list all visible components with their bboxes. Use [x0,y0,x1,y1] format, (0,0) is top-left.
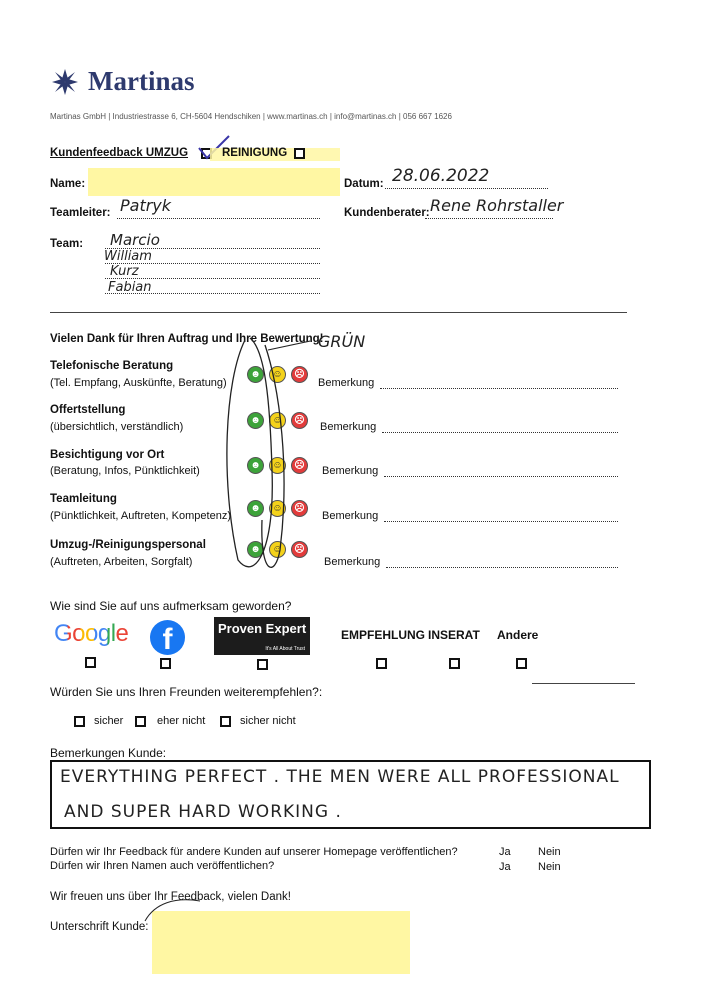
thanks-text: Wir freuen uns über Ihr Feedback, vielen Dank! [50,891,291,903]
recommend-sicher-label: sicher [94,715,124,727]
datum-label: Datum: [344,178,384,190]
publish-nein-2[interactable]: Nein [538,861,561,873]
rating-title: Telefonische Beratung [50,360,174,372]
name-label: Name: [50,178,86,190]
rating-title: Besichtigung vor Ort [50,449,165,461]
snowflake-logo-icon [50,67,80,97]
teamleiter-value: Patryk [120,196,172,215]
comment-line[interactable] [384,521,618,522]
comments-label: Bemerkungen Kunde: [50,746,167,760]
empfehlung-label: EMPFEHLUNG [341,628,425,642]
datum-value: 28.06.2022 [392,166,490,186]
rating-row-1 [50,360,650,396]
rating-row-2 [50,404,650,440]
empfehlung-checkbox[interactable] [376,658,387,669]
rating-sub: (Pünktlichkeit, Auftreten, Kompetenz) [50,510,231,522]
comment-line[interactable] [380,388,618,389]
rating-sub: (Tel. Empfang, Auskünfte, Beratung) [50,377,227,389]
rating-sub: (Auftreten, Arbeiten, Sorgfalt) [50,556,193,568]
proven-expert-text: Proven Expert [218,621,307,636]
teamleiter-label: Teamleiter: [50,207,111,219]
smiley-red-icon[interactable]: ☹ [291,500,308,517]
rating-sub: (übersichtlich, verständlich) [50,421,184,433]
smiley-green-icon[interactable]: ☻ [247,366,264,383]
proven-expert-logo [214,617,310,655]
comment-line[interactable] [386,567,618,568]
publish-ja-1[interactable]: Ja [499,846,511,858]
smiley-yellow-icon[interactable]: ☺ [269,412,286,429]
comment-label: Bemerkung [322,510,379,522]
recommend-eher-nicht-label: eher nicht [157,715,206,727]
teamleiter-field-line [117,218,320,219]
kundenberater-label: Kundenberater: [344,207,430,219]
logo-text: Martinas [88,66,195,96]
rating-handnote: GRÜN [318,332,366,351]
section-divider [50,312,627,313]
facebook-icon: f [162,623,173,655]
smiley-red-icon[interactable]: ☹ [291,541,308,558]
andere-text-line[interactable] [532,683,635,684]
publish-question-2: Dürfen wir Ihren Namen auch veröffentlichen? [50,860,275,872]
smiley-green-icon[interactable]: ☻ [247,412,264,429]
reinigung-label: REINIGUNG [222,147,288,159]
team-member-1: Marcio [110,231,160,249]
comments-box[interactable] [50,760,651,829]
comments-line-1: EVERYTHING PERFECT . THE MEN WERE ALL PROFESSIONAL [60,767,620,787]
publish-nein-1[interactable]: Nein [538,846,561,858]
team-member-4: Fabian [108,280,152,295]
andere-label: Andere [497,628,539,642]
name-redacted-field[interactable] [88,168,340,196]
comment-label: Bemerkung [318,377,375,389]
google-text: Google [54,620,129,647]
inserat-checkbox[interactable] [449,658,460,669]
smiley-green-icon[interactable]: ☻ [247,500,264,517]
rating-title: Teamleitung [50,493,117,505]
andere-checkbox[interactable] [516,658,527,669]
google-logo [54,620,128,648]
rating-intro: Vielen Dank für Ihren Auftrag und Ihre Bewertung! [50,333,324,345]
smiley-yellow-icon[interactable]: ☺ [269,541,286,558]
rating-row-5 [50,539,650,575]
rating-title: Offertstellung [50,404,126,416]
recommend-sicher-nicht-checkbox[interactable] [220,716,231,727]
logo [50,66,194,97]
kundenberater-field-line [425,218,553,219]
signature-stroke [140,893,210,923]
comments-line-2: AND SUPER HARD WORKING . [64,802,342,822]
smiley-yellow-icon[interactable]: ☺ [269,500,286,517]
team-member-3: Kurz [110,264,139,279]
comment-label: Bemerkung [322,465,379,477]
rating-sub: (Beratung, Infos, Pünktlichkeit) [50,465,200,477]
comment-line[interactable] [384,476,618,477]
smiley-red-icon[interactable]: ☹ [291,412,308,429]
datum-field-line [385,188,548,189]
rating-row-4 [50,493,650,529]
reinigung-checkbox[interactable] [294,148,305,159]
comment-line[interactable] [382,432,618,433]
smiley-red-icon[interactable]: ☹ [291,366,308,383]
google-checkbox[interactable] [85,657,96,668]
proven-expert-sub: It's All About Trust [265,646,305,652]
hand-drawn-circle-mark [220,320,310,580]
recommend-sicher-checkbox[interactable] [74,716,85,727]
smiley-red-icon[interactable]: ☹ [291,457,308,474]
publish-ja-2[interactable]: Ja [499,861,511,873]
recommend-sicher-nicht-label: sicher nicht [240,715,296,727]
proven-expert-checkbox[interactable] [257,659,268,670]
smiley-green-icon[interactable]: ☻ [247,457,264,474]
smiley-green-icon[interactable]: ☻ [247,541,264,558]
recommend-question: Würden Sie uns Ihren Freunden weiterempfehlen?: [50,685,323,699]
recommend-eher-nicht-checkbox[interactable] [135,716,146,727]
kundenberater-value: Rene Rohrstaller [430,196,564,215]
comment-label: Bemerkung [324,556,381,568]
rating-title: Umzug-/Reinigungspersonal [50,539,206,551]
company-address: Martinas GmbH | Industriestrasse 6, CH-5604 Hendschiken | www.martinas.ch | info@martinas.ch | 056 667 1626 [50,112,452,121]
inserat-label: INSERAT [428,628,480,642]
facebook-logo [150,620,185,655]
comment-label: Bemerkung [320,421,377,433]
smiley-yellow-icon[interactable]: ☺ [269,457,286,474]
smiley-yellow-icon[interactable]: ☺ [269,366,286,383]
team-label: Team: [50,238,84,250]
signature-label: Unterschrift Kunde: [50,921,149,933]
source-question: Wie sind Sie auf uns aufmerksam geworden? [50,599,292,613]
rating-row-3 [50,449,650,485]
form-title: Kundenfeedback UMZUG [50,147,189,159]
facebook-checkbox[interactable] [160,658,171,669]
publish-question-1: Dürfen wir Ihr Feedback für andere Kunden auf unserer Homepage veröffentlichen? [50,846,458,858]
team-member-2: William [104,249,152,264]
